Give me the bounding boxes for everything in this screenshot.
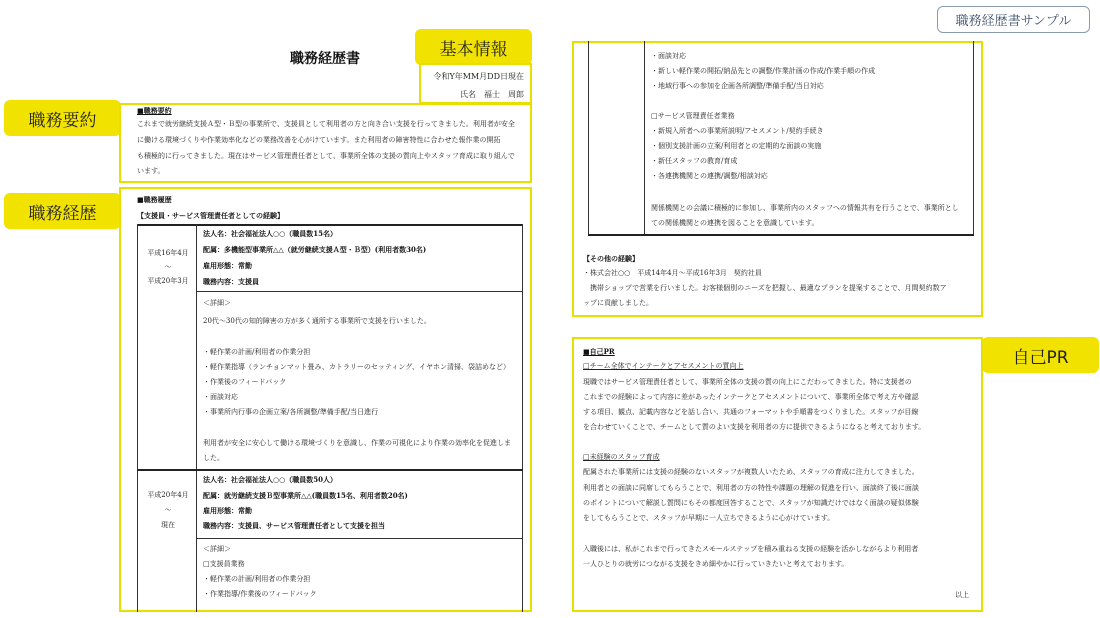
pr-section1-line: これまでの経験によって内容に差があったインテークとアセスメントについて、事業所全体で考え方や確認	[583, 393, 919, 401]
pr-section2-line: をしてもらうことで、スタッフが早期に一人立ちできるように心がけています。	[583, 514, 835, 522]
job1-detail-line: 利用者が安全に安心して働ける環境づくりを意識し、作業の可視化により作業の効率化を促進しま	[203, 439, 511, 447]
label-basic-info: 基本情報	[415, 29, 532, 65]
other-experience-heading: 【その他の経験】	[583, 254, 639, 263]
table-border	[196, 291, 522, 292]
sample-title-button[interactable]: 職務経歴書サンプル	[937, 6, 1090, 33]
continued-line: ・各連携機関との連携/調整/相談対応	[651, 172, 768, 180]
document-name: 氏名 福士 周郎	[460, 90, 524, 99]
label-job-summary: 職務要約	[4, 100, 121, 136]
history-subheading: 【支援員・サービス管理責任者としての経験】	[137, 211, 284, 220]
continued-line: ・新しい軽作業の開拓/納品先との調整/作業計画の作成/作業手順の作成	[651, 67, 876, 75]
pr-closing-line: 一人ひとりの就労につながる支援をきめ細やかに行っていきたいと考えております。	[583, 560, 849, 568]
document-title: 職務経歴書	[290, 51, 360, 67]
label-job-history: 職務経歴	[4, 193, 121, 229]
job2-placement: 配属：就労継続支援Ｂ型事業所△△(職員数15名、利用者数20名)	[203, 491, 408, 500]
job2-duty: 職務内容：支援員、サービス管理責任者として支援を担当	[203, 521, 385, 530]
job1-detail-line: ・事業所内行事の企画立案/各所調整/準備手配/当日進行	[203, 408, 379, 416]
continued-line: ・新任スタッフの教育/育成	[651, 157, 738, 165]
job2-detail-line: ・作業指導/作業後のフィードバック	[203, 590, 317, 598]
job1-period-end: 平成20年3月	[147, 277, 189, 285]
pr-section1-line: 現職ではサービス管理責任者として、事業所全体の支援の質の向上にこだわってきました。特に支援者の	[583, 378, 912, 386]
other-experience-line: ・株式会社○○ 平成14年4月～平成16年3月 契約社員	[583, 269, 762, 277]
job1-duty: 職務内容：支援員	[203, 277, 259, 286]
job1-detail-line: 20代～30代の知的障害の方が多く通所する事業所で支援を行いました。	[203, 317, 431, 325]
pr-section1-title: □チーム全体でインテークとアセスメントの質向上	[583, 362, 744, 370]
other-experience-line: 携帯ショップで営業を行いました。お客様個別のニーズを把握し、最適なプランを提案することで、月間契約数ア	[583, 284, 947, 292]
label-self-pr: 自己PR	[982, 337, 1099, 373]
continued-line: ・新規入所者への事業所説明/アセスメント/契約手続き	[651, 127, 824, 135]
summary-line: います。	[137, 167, 165, 175]
table-border	[644, 41, 645, 235]
job1-detail-line: した。	[203, 454, 224, 462]
continued-line: ての関係機関との連携を図ることを意識しています。	[651, 219, 819, 227]
summary-line: これまで就労継続支援Ａ型・Ｂ型の事業所で、支援員として利用者の方と向き合い支援を行ってきました。利用者が安全	[137, 120, 515, 128]
continued-line: 関係機関との会議に積極的に参加し、事業所内のスタッフへの情報共有を行うことで、事業所とし	[651, 204, 959, 212]
job2-detail-line: □支援員業務	[203, 560, 245, 568]
summary-line: に働ける環境づくりや作業効率化などの業務改善を心がけています。また利用者の障害特性に合わせた報作業の開拓	[137, 136, 501, 144]
summary-line: も積極的に行ってきました。現在はサービス管理責任者として、事業所全体の支援の質向上やスタッフ育成に取り組んで	[137, 152, 515, 160]
table-border	[588, 41, 589, 235]
pr-section2-line: のポイントについて解説し質問にもその都度回答することで、スタッフが知識だけではなく面談の疑似体験	[583, 499, 919, 507]
job2-employment: 雇用形態：常勤	[203, 506, 252, 515]
table-border	[196, 224, 197, 612]
job1-employment: 雇用形態：常勤	[203, 261, 252, 270]
pr-section1-line: する項目、観点、記載内容などを話し合い、共通のフォーマットや手順書をつくりました。スタッフが目線	[583, 408, 919, 416]
table-border	[137, 224, 138, 612]
summary-heading: ■職務要約	[137, 106, 172, 115]
table-border	[137, 469, 523, 471]
pr-section2-line: 利用者との面談に同席してもらうことで、利用者の方の特性や課題の理解の促進を行い、面談終了後に面談	[583, 484, 919, 492]
pr-section2-line: 配属された事業所には支援の経験のないスタッフが複数人いたため、スタッフの育成に注力してきました。	[583, 468, 919, 476]
job1-detail-line: ・軽作業の計画/利用者の作業分担	[203, 348, 311, 356]
table-border	[588, 234, 974, 236]
continued-line: ・地域行事への参加を企画各所調整/準備手配/当日対応	[651, 82, 824, 90]
pr-closing-line: 入職後には、私がこれまで行ってきたスモールステップを積み重ねる支援の経験を活かしながらより利用者	[583, 545, 919, 553]
job1-detail-line: ・面談対応	[203, 393, 238, 401]
job2-period-start: 平成20年4月	[147, 491, 189, 499]
job1-period-sep: ～	[164, 263, 172, 271]
pr-heading: ■自己PR	[583, 347, 615, 356]
job2-period-end: 現在	[161, 521, 175, 529]
job2-detail-title: ＜詳細＞	[203, 545, 231, 553]
other-experience-line: ップに貢献しました。	[583, 299, 653, 307]
job1-detail-line: ・軽作業指導（ランチョンマット畳み、カトラリーのセッティング、イヤホン清掃、袋詰めなど）	[203, 363, 510, 371]
pr-section1-line: を合わせていくことで、チームとして質のよい支援を利用者の方に提供できるようになると考えております。	[583, 423, 926, 431]
table-border	[196, 538, 522, 539]
table-border	[137, 224, 523, 226]
table-border	[522, 224, 523, 612]
pr-section2-title: □未経験のスタッフ育成	[583, 453, 660, 461]
continued-line: ・個別支援計画の立案/利用者との定期的な面談の実施	[651, 142, 822, 150]
job1-period-start: 平成16年4月	[147, 249, 189, 257]
job2-corp: 法人名：社会福祉法人○○（職員数50人）	[203, 475, 337, 484]
job1-corp: 法人名：社会福祉法人○○（職員数15名）	[203, 229, 337, 238]
job2-period-sep: ～	[164, 506, 172, 514]
job2-detail-line: ・軽作業の計画/利用者の作業分担	[203, 575, 311, 583]
document-date: 令和Y年MM月DD日現在	[433, 72, 524, 81]
pr-end: 以上	[955, 591, 969, 599]
history-heading: ■職務履歴	[137, 195, 172, 204]
job1-detail-line: ・作業後のフィードバック	[203, 378, 287, 386]
job1-placement: 配属：多機能型事業所△△（就労継続支援Ａ型・Ｂ型）(利用者数30名)	[203, 245, 427, 254]
table-border	[973, 41, 974, 235]
job1-detail-title: ＜詳細＞	[203, 299, 231, 307]
continued-line: ・面談対応	[651, 52, 686, 60]
continued-line: □サービス管理責任者業務	[651, 112, 735, 120]
